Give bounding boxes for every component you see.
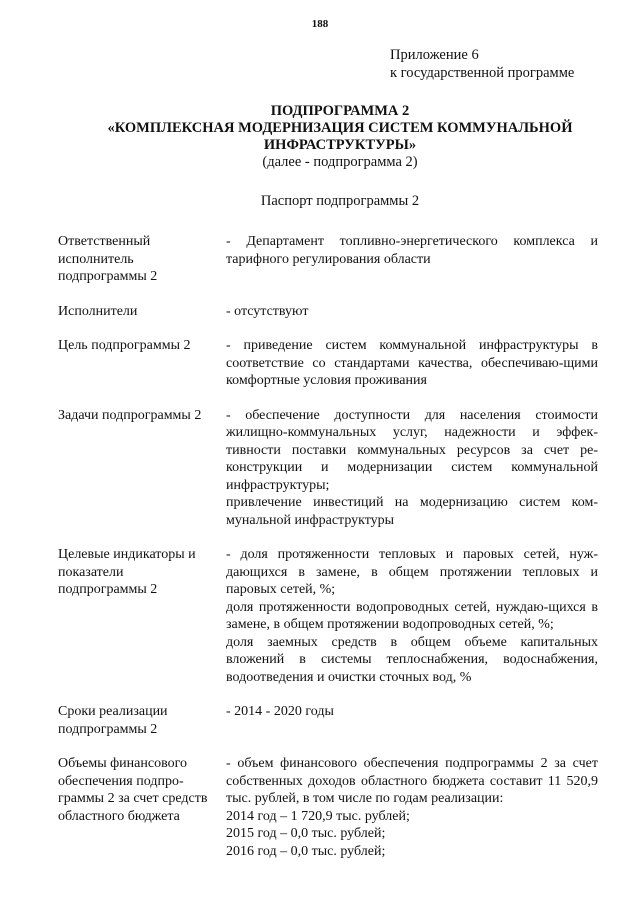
content-paragraph: - приведение систем коммунальной инфраструктуры в соответствие со стандартами качества, обеспечиваю-щими комфортные условия проживания [226, 338, 598, 388]
title-line-3: ИНФРАСТРУКТУРЫ» [263, 137, 417, 153]
content-paragraph: - обеспечение доступности для населения стоимости жилищно-коммунальных услуг, надежности и эффек-тивности поставки коммунальных ресурсов за счет ре-конструкции и модернизации систем коммунальной инфраструктуры; [226, 407, 598, 493]
row-content [226, 337, 598, 390]
appendix-line-2: к государственной программе [390, 65, 575, 81]
row-content [226, 233, 598, 286]
label-line: Объемы финансового [58, 756, 187, 771]
table-row [58, 233, 598, 286]
row-content [226, 407, 598, 530]
row-label [58, 546, 226, 686]
content-paragraph: доля заемных средств в общем объеме капитальных вложений в системы теплоснабжения, водоснабжения, водоотведения и очистки сточных вод, % [226, 634, 598, 685]
row-content [226, 303, 598, 321]
content-paragraph: - объем финансового обеспечения подпрограммы 2 за счет собственных доходов областного бюджета составит 11 520,9 тыс. рублей, в том числе по годам реализации: [226, 756, 598, 806]
label-line: подпрограммы 2 [58, 582, 158, 597]
content-paragraph: привлечение инвестиций на модернизацию систем ком-мунальной инфраструктуры [226, 495, 598, 528]
label-line: областного бюджета [58, 808, 180, 824]
row-label [58, 755, 226, 860]
label-line: Задачи подпрограммы 2 [58, 407, 202, 423]
label-line: показатели [58, 564, 124, 580]
row-label [58, 233, 226, 286]
row-content [226, 755, 598, 860]
content-paragraph: - 2014 - 2020 годы [226, 704, 334, 719]
page-number: 188 [311, 18, 329, 30]
label-line: исполнитель [58, 251, 134, 267]
table-row [58, 407, 598, 530]
label-line: Ответственный [58, 234, 151, 249]
row-content [226, 546, 598, 686]
label-line: Сроки реализации [58, 704, 168, 719]
passport-title: Паспорт подпрограммы 2 [260, 193, 420, 209]
title-subtitle: (далее - подпрограмма 2) [262, 154, 418, 170]
table-row [58, 337, 598, 390]
content-paragraph: 2014 год – 1 720,9 тыс. рублей; [226, 808, 410, 824]
row-label [58, 303, 226, 321]
label-line: Цель подпрограммы 2 [58, 338, 191, 353]
row-label [58, 407, 226, 530]
label-line: обеспечения подпро- [58, 773, 184, 789]
appendix-note [390, 46, 574, 82]
table-row [58, 755, 598, 860]
document-title [40, 103, 640, 171]
content-paragraph: - Департамент топливно-энергетического комплекса и тарифного регулирования области [226, 234, 598, 267]
row-content [226, 703, 598, 738]
title-line-1: ПОДПРОГРАММА 2 [270, 103, 410, 119]
title-line-2: «КОМПЛЕКСНАЯ МОДЕРНИЗАЦИЯ СИСТЕМ КОММУНАЛЬНОЙ [107, 120, 573, 136]
content-paragraph: 2016 год – 0,0 тыс. рублей; [226, 843, 386, 859]
label-line: подпрограммы 2 [58, 721, 158, 737]
content-paragraph: - доля протяженности тепловых и паровых сетей, нуж-дающихся в замене, в общем протяжении тепловых и паровых сетей, %; [226, 547, 598, 597]
passport-table [58, 233, 598, 877]
table-row [58, 703, 598, 738]
label-line: Исполнители [58, 303, 138, 319]
table-row [58, 303, 598, 321]
label-line: Целевые индикаторы и [58, 547, 196, 562]
appendix-line-1: Приложение 6 [390, 47, 479, 63]
table-row [58, 546, 598, 686]
label-line: подпрограммы 2 [58, 269, 158, 284]
label-line: граммы 2 за счет средств [58, 791, 208, 806]
content-paragraph: - отсутствуют [226, 303, 309, 319]
content-paragraph: 2015 год – 0,0 тыс. рублей; [226, 826, 386, 841]
row-label [58, 703, 226, 738]
row-label [58, 337, 226, 390]
content-paragraph: доля протяженности водопроводных сетей, нуждаю-щихся в замене, в общем протяжении водопроводных сетей, %; [226, 599, 598, 632]
